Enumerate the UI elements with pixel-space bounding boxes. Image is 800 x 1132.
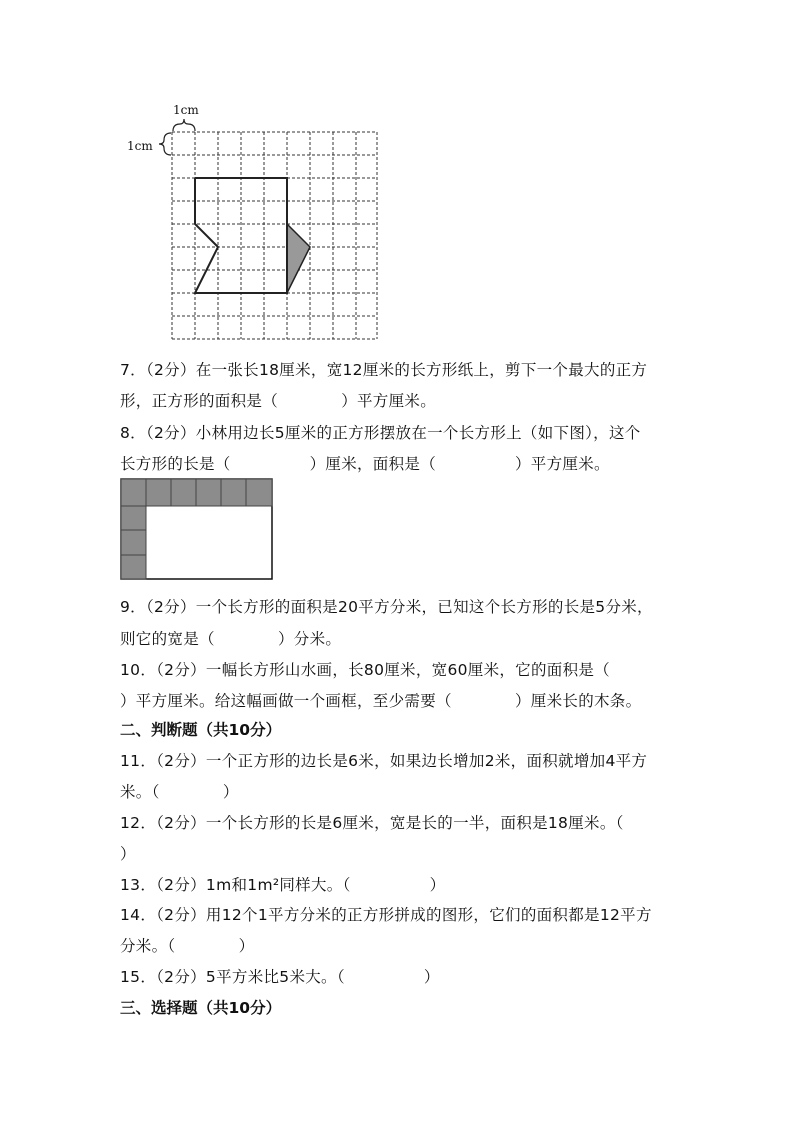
question-9-line-2: 则它的宽是（ ）分米。 xyxy=(120,630,342,648)
question-13-line-1: 13．（2分）1m和1m²同样大。（ ） xyxy=(120,876,446,894)
question-9-line-1: 9．（2分）一个长方形的面积是20平方分米，已知这个长方形的长是5分米， xyxy=(120,598,653,616)
question-7-line-1: 7．（2分）在一张长18厘米，宽12厘米的长方形纸上，剪下一个最大的正方 xyxy=(120,361,648,379)
question-14-line-2: 分米。（ ） xyxy=(120,937,255,955)
question-10-line-2: ）平方厘米。给这幅画做一个画框，至少需要（ ）厘米长的木条。 xyxy=(120,692,642,710)
question-11-line-2: 米。（ ） xyxy=(120,783,239,801)
question-12-line-1: 12．（2分）一个长方形的长是6厘米，宽是长的一半，面积是18厘米。（ xyxy=(120,814,624,832)
shaded-triangle xyxy=(287,224,310,293)
section-3-title: 三、选择题（共10分） xyxy=(120,999,282,1017)
question-12-line-2: ） xyxy=(120,845,136,863)
grid-figure xyxy=(120,95,390,345)
question-7-line-2: 形，正方形的面积是（ ）平方厘米。 xyxy=(120,392,437,410)
question-15-line-1: 15．（2分）5平方米比5米大。（ ） xyxy=(120,968,440,986)
question-14-line-1: 14．（2分）用12个1平方分米的正方形拼成的图形，它们的面积都是12平方 xyxy=(120,906,652,924)
left-brace xyxy=(159,133,171,155)
top-unit-label: 1cm xyxy=(173,103,199,117)
question-11-line-1: 11．（2分）一个正方形的边长是6米，如果边长增加2米，面积就增加4平方 xyxy=(120,752,648,770)
left-unit-label: 1cm xyxy=(127,139,153,153)
question-8-line-2: 长方形的长是（ ）厘米，面积是（ ）平方厘米。 xyxy=(120,455,610,473)
question-10-line-1: 10．（2分）一幅长方形山水画，长80厘米，宽60厘米，它的面积是（ xyxy=(120,661,610,679)
question-8-line-1: 8．（2分）小林用边长5厘米的正方形摆放在一个长方形上（如下图），这个 xyxy=(120,424,641,442)
section-2-title: 二、判断题（共10分） xyxy=(120,721,282,739)
squares-rectangle-figure xyxy=(118,476,276,584)
top-brace xyxy=(173,119,195,131)
shape-outline xyxy=(195,178,287,293)
